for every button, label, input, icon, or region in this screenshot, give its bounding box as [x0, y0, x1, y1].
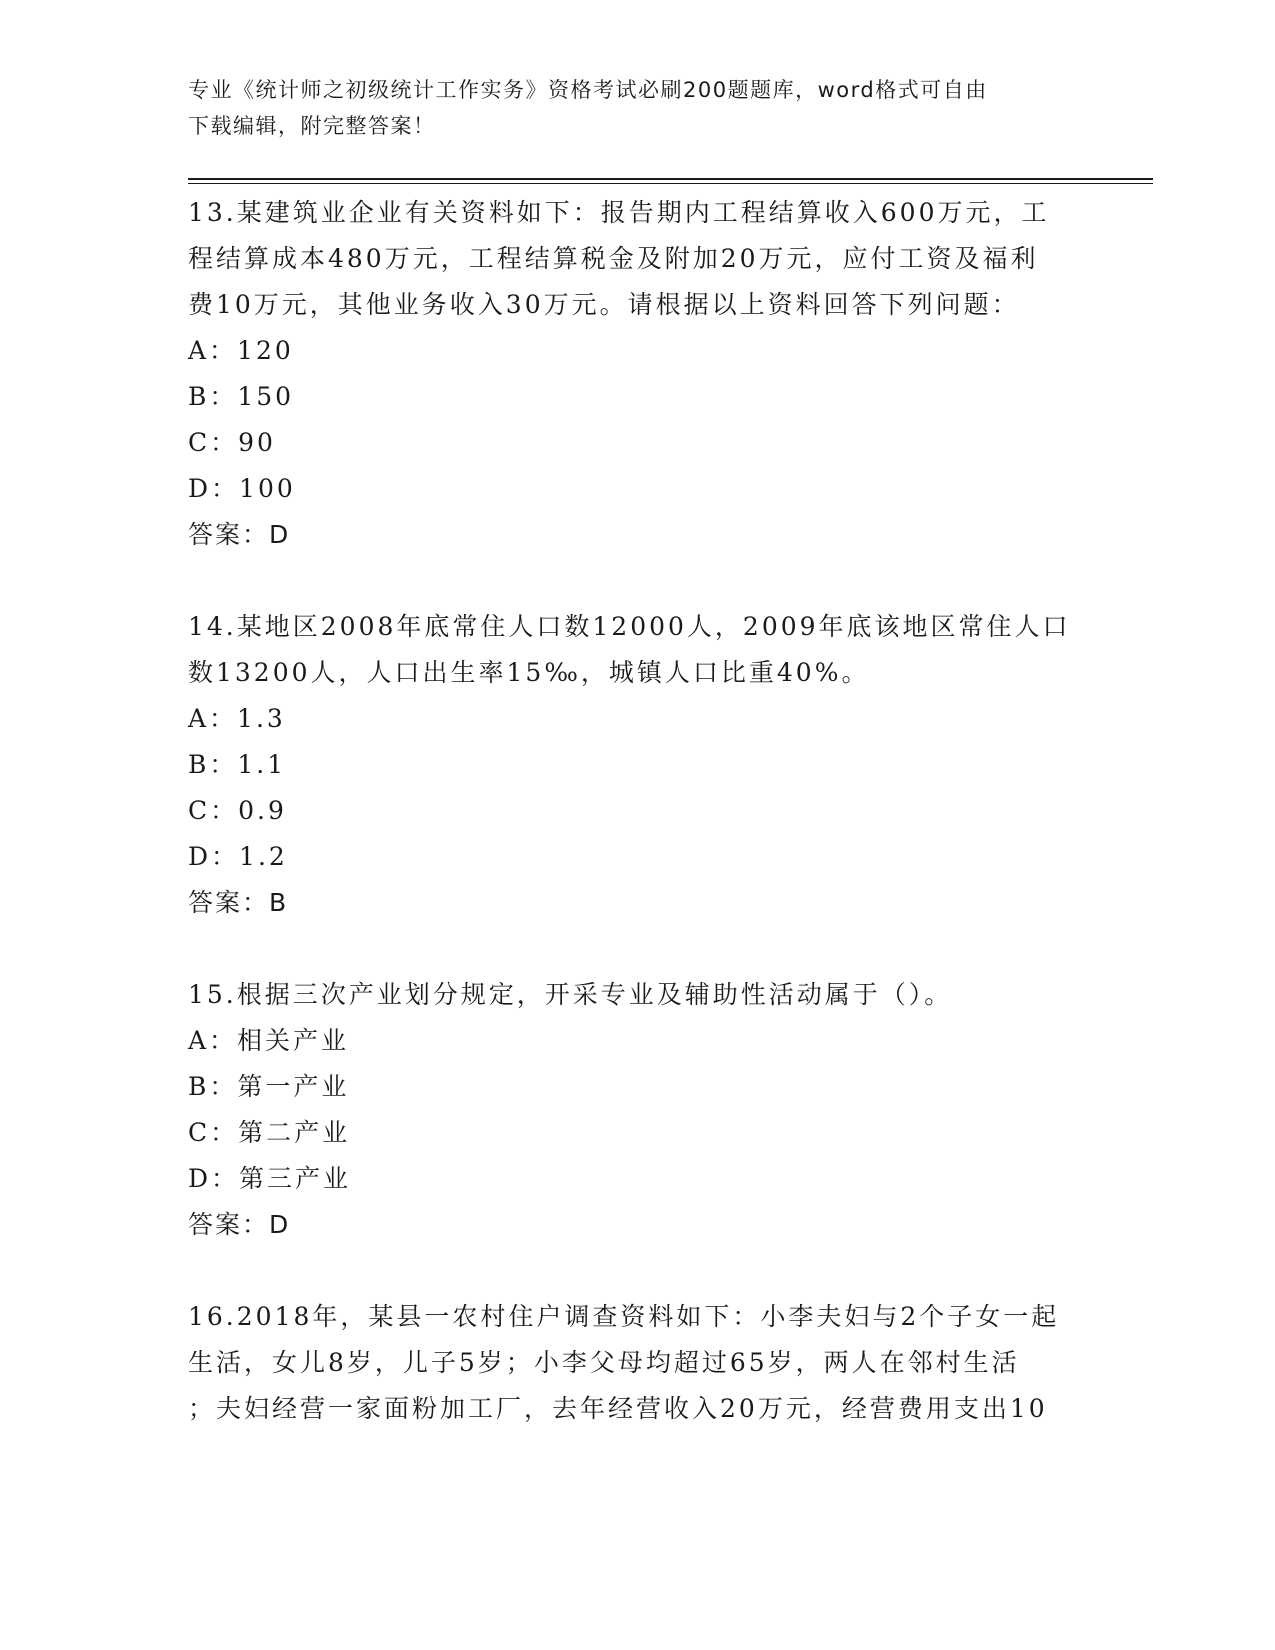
option-a: A：120 [188, 336, 294, 365]
option-b: B：150 [188, 382, 295, 411]
answer: 答案：D [188, 1210, 291, 1239]
option-a: A：1.3 [188, 704, 286, 733]
question-text-line: 13.某建筑业企业有关资料如下：报告期内工程结算收入600万元，工 [188, 198, 1050, 227]
header-divider-thick [188, 178, 1153, 180]
question-13 [188, 190, 1088, 558]
header-line-2: 下载编辑，附完整答案！ [188, 114, 436, 138]
option-d: D：100 [188, 474, 296, 503]
question-text-line: 费10万元，其他业务收入30万元。请根据以上资料回答下列问题： [188, 290, 1020, 319]
question-list [188, 190, 1088, 1432]
question-text-line: 数13200人，人口出生率15‰，城镇人口比重40%。 [188, 658, 870, 687]
question-14 [188, 604, 1088, 926]
header-line-1: 专业《统计师之初级统计工作实务》资格考试必刷200题题库，word格式可自由 [188, 78, 988, 102]
option-c: C：0.9 [188, 796, 287, 825]
option-c: C：第二产业 [188, 1118, 351, 1147]
document-header [188, 72, 1068, 144]
option-b: B：第一产业 [188, 1072, 350, 1101]
question-16 [188, 1294, 1088, 1432]
option-b: B：1.1 [188, 750, 287, 779]
answer: 答案：D [188, 520, 291, 549]
option-c: C：90 [188, 428, 276, 457]
option-d: D：第三产业 [188, 1164, 352, 1193]
question-15 [188, 972, 1088, 1248]
question-spacer [188, 926, 1088, 972]
question-text-line: ；夫妇经营一家面粉加工厂，去年经营收入20万元，经营费用支出10 [188, 1394, 1048, 1423]
option-a: A：相关产业 [188, 1026, 350, 1055]
question-text-line: 15.根据三次产业划分规定，开采专业及辅助性活动属于（）。 [188, 980, 953, 1009]
question-text-line: 16.2018年，某县一农村住户调查资料如下：小李夫妇与2个子女一起 [188, 1302, 1060, 1331]
question-text-line: 生活，女儿8岁，儿子5岁；小李父母均超过65岁，两人在邻村生活 [188, 1348, 1020, 1377]
question-spacer [188, 1248, 1088, 1294]
header-divider-thin [188, 183, 1153, 184]
question-text-line: 程结算成本480万元，工程结算税金及附加20万元，应付工资及福利 [188, 244, 1039, 273]
answer: 答案：B [188, 888, 289, 917]
option-d: D：1.2 [188, 842, 288, 871]
question-spacer [188, 558, 1088, 604]
question-text-line: 14.某地区2008年底常住人口数12000人，2009年底该地区常住人口 [188, 612, 1071, 641]
